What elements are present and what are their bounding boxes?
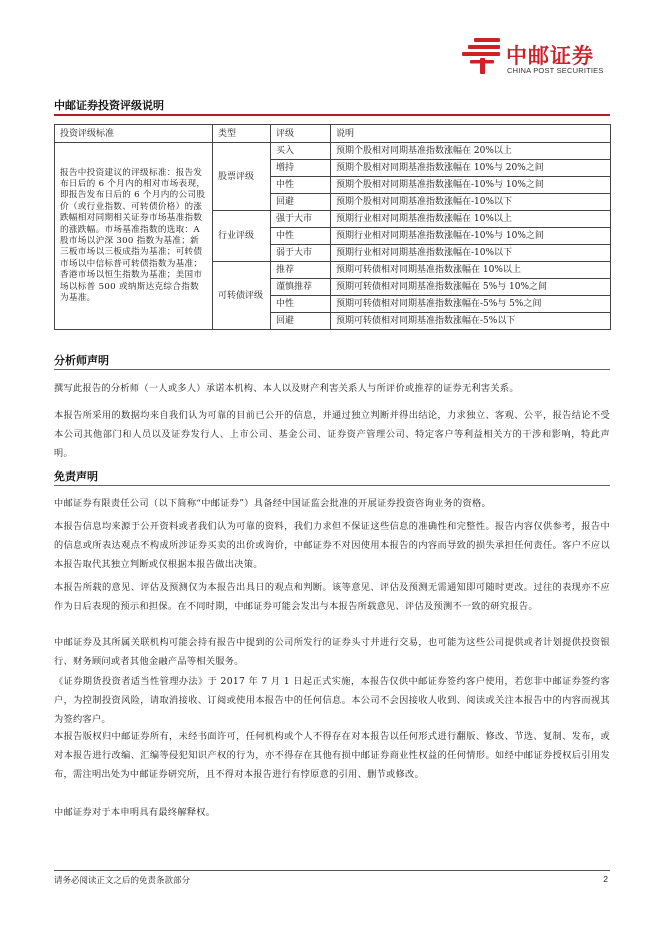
disclaimer-paragraph: 本报告版权归中邮证券所有，未经书面许可，任何机构或个人不得存在对本报告以任何形式进行翻版、修改、节选、复制、发布，或对本报告进行改编、汇编等侵犯知识产权的行为，亦不得存在其他有损中邮证券商业性权益的任何情形。如经中邮证券授权后引用发布，需注明出处为中邮证券研究所，且不得对本报告进行有悖原意的引用、删节或修改。 (54, 731, 610, 780)
header-rating: 评级 (271, 125, 331, 143)
rating-label: 弱于大市 (271, 245, 331, 262)
rating-desc: 预期可转债相对同期基准指数涨幅在-5%以下 (331, 313, 611, 330)
rating-desc: 预期个股相对同期基准指数涨幅在 10%与 20%之间 (331, 160, 611, 177)
disclaimer-paragraph: 本报告所载的意见、评估及预测仅为本报告出具日的观点和判断。该等意见、评估及预测无需通知即可随时更改。过往的表现亦不应作为日后表现的预示和担保。在不同时期，中邮证券可能会发出与本报告所载意见、评估及预测不一致的研究报告。 (54, 582, 610, 612)
rating-section-title: 中邮证券投资评级说明 (54, 99, 164, 112)
disclaimer-paragraph: 中邮证券有限责任公司（以下简称“中邮证券”）具备经中国证监会批准的开展证券投资咨询业务的资格。 (54, 498, 491, 509)
rating-label: 回避 (271, 194, 331, 211)
rating-label: 强于大市 (271, 211, 331, 228)
footer-note: 请务必阅读正文之后的免责条款部分 (54, 876, 191, 886)
brand-name-cn: 中邮证券 (506, 44, 594, 68)
type-convertible: 可转债评级 (213, 262, 271, 330)
rating-desc: 预期个股相对同期基准指数涨幅在-10%与 10%之间 (331, 177, 611, 194)
rating-label: 谨慎推荐 (271, 279, 331, 296)
rating-desc: 预期行业相对同期基准指数涨幅在-10%与 10%之间 (331, 228, 611, 245)
rating-label: 中性 (271, 177, 331, 194)
table-row (55, 143, 611, 160)
rating-standard-text: 报告中投资建议的评级标准：报告发布日后的 6 个月内的相对市场表现，即报告发布日后的 6 个月内的公司股价（或行业指数、可转债价格）的涨跌幅相对同期相关证券市场基准指数的涨跌幅。市场基准指数的选取：A 股市场以沪深 300 指数为基准；新三板市场以三板成指为基准；可转债市场以中信标普可转债指数为基准；香港市场以恒生指数为基准；美国市场以标普 500 或纳斯达克综合指数为基准。 (55, 143, 213, 330)
china-post-logo-icon (460, 36, 504, 76)
disclaimer-paragraph: 《证券期货投资者适当性管理办法》于 2017 年 7 月 1 日起正式实施，本报告仅供中邮证券签约客户使用，若您非中邮证券签约客户，为控制投资风险，请取消接收、订阅或使用本报告中的任何信息。本公司不会因接收人收到、阅读或关注本报告中的内容而视其为签约客户。 (54, 676, 610, 725)
rating-desc: 预期个股相对同期基准指数涨幅在 20%以上 (331, 143, 611, 160)
disclaimer-paragraph: 本报告信息均来源于公开资料或者我们认为可靠的资料，我们力求但不保证这些信息的准确性和完整性。报告内容仅供参考，报告中的信息或所表达观点不构成所涉证券买卖的出价或询价，中邮证券不对因使用本报告的内容而导致的损失承担任何责任。客户不应以本报告取代其独立判断或仅根据本报告做出决策。 (54, 521, 610, 570)
rating-desc: 预期可转债相对同期基准指数涨幅在-5%与 5%之间 (331, 296, 611, 313)
type-industry: 行业评级 (213, 211, 271, 262)
disclaimer-paragraph: 中邮证券对于本申明具有最终解释权。 (54, 807, 216, 818)
rating-label: 推荐 (271, 262, 331, 279)
disclaimer-section-title: 免责声明 (54, 470, 98, 483)
section-divider (54, 369, 610, 370)
disclaimer-paragraph: 中邮证券及其所属关联机构可能会持有报告中提到的公司所发行的证券头寸并进行交易，也可能为这些公司提供或者计划提供投资银行、财务顾问或者其他金融产品等相关服务。 (54, 637, 610, 667)
rating-label: 增持 (271, 160, 331, 177)
rating-desc: 预期行业相对同期基准指数涨幅在 10%以上 (331, 211, 611, 228)
footer-divider (54, 870, 610, 871)
rating-desc: 预期个股相对同期基准指数涨幅在-10%以下 (331, 194, 611, 211)
rating-desc: 预期可转债相对同期基准指数涨幅在 5%与 10%之间 (331, 279, 611, 296)
brand-logo (460, 36, 610, 78)
rating-label: 买入 (271, 143, 331, 160)
analyst-paragraph: 撰写此报告的分析师（一人或多人）承诺本机构、本人以及财产利害关系人与所评价或推荐的证券无利害关系。 (54, 383, 519, 394)
header-description: 说明 (331, 125, 611, 143)
rating-table-header (55, 125, 611, 143)
rating-desc: 预期可转债相对同期基准指数涨幅在 10%以上 (331, 262, 611, 279)
rating-label: 回避 (271, 313, 331, 330)
page-number: 2 (603, 874, 608, 884)
rating-desc: 预期行业相对同期基准指数涨幅在-10%以下 (331, 245, 611, 262)
analyst-section-title: 分析师声明 (54, 354, 109, 367)
rating-label: 中性 (271, 228, 331, 245)
rating-label: 中性 (271, 296, 331, 313)
header-standard: 投资评级标准 (55, 125, 213, 143)
brand-name-en: CHINA POST SECURITIES (507, 66, 604, 75)
header-type: 类型 (213, 125, 271, 143)
rating-table (54, 124, 611, 330)
section-divider (54, 114, 610, 116)
analyst-paragraph: 本报告所采用的数据均来自我们认为可靠的目前已公开的信息，并通过独立判断并得出结论，力求独立、客观、公平，报告结论不受本公司其他部门和人员以及证券发行人、上市公司、基金公司、证券资产管理公司、特定客户等利益相关方的干涉和影响，特此声明。 (54, 410, 610, 459)
section-divider (54, 485, 610, 486)
type-stock: 股票评级 (213, 143, 271, 211)
